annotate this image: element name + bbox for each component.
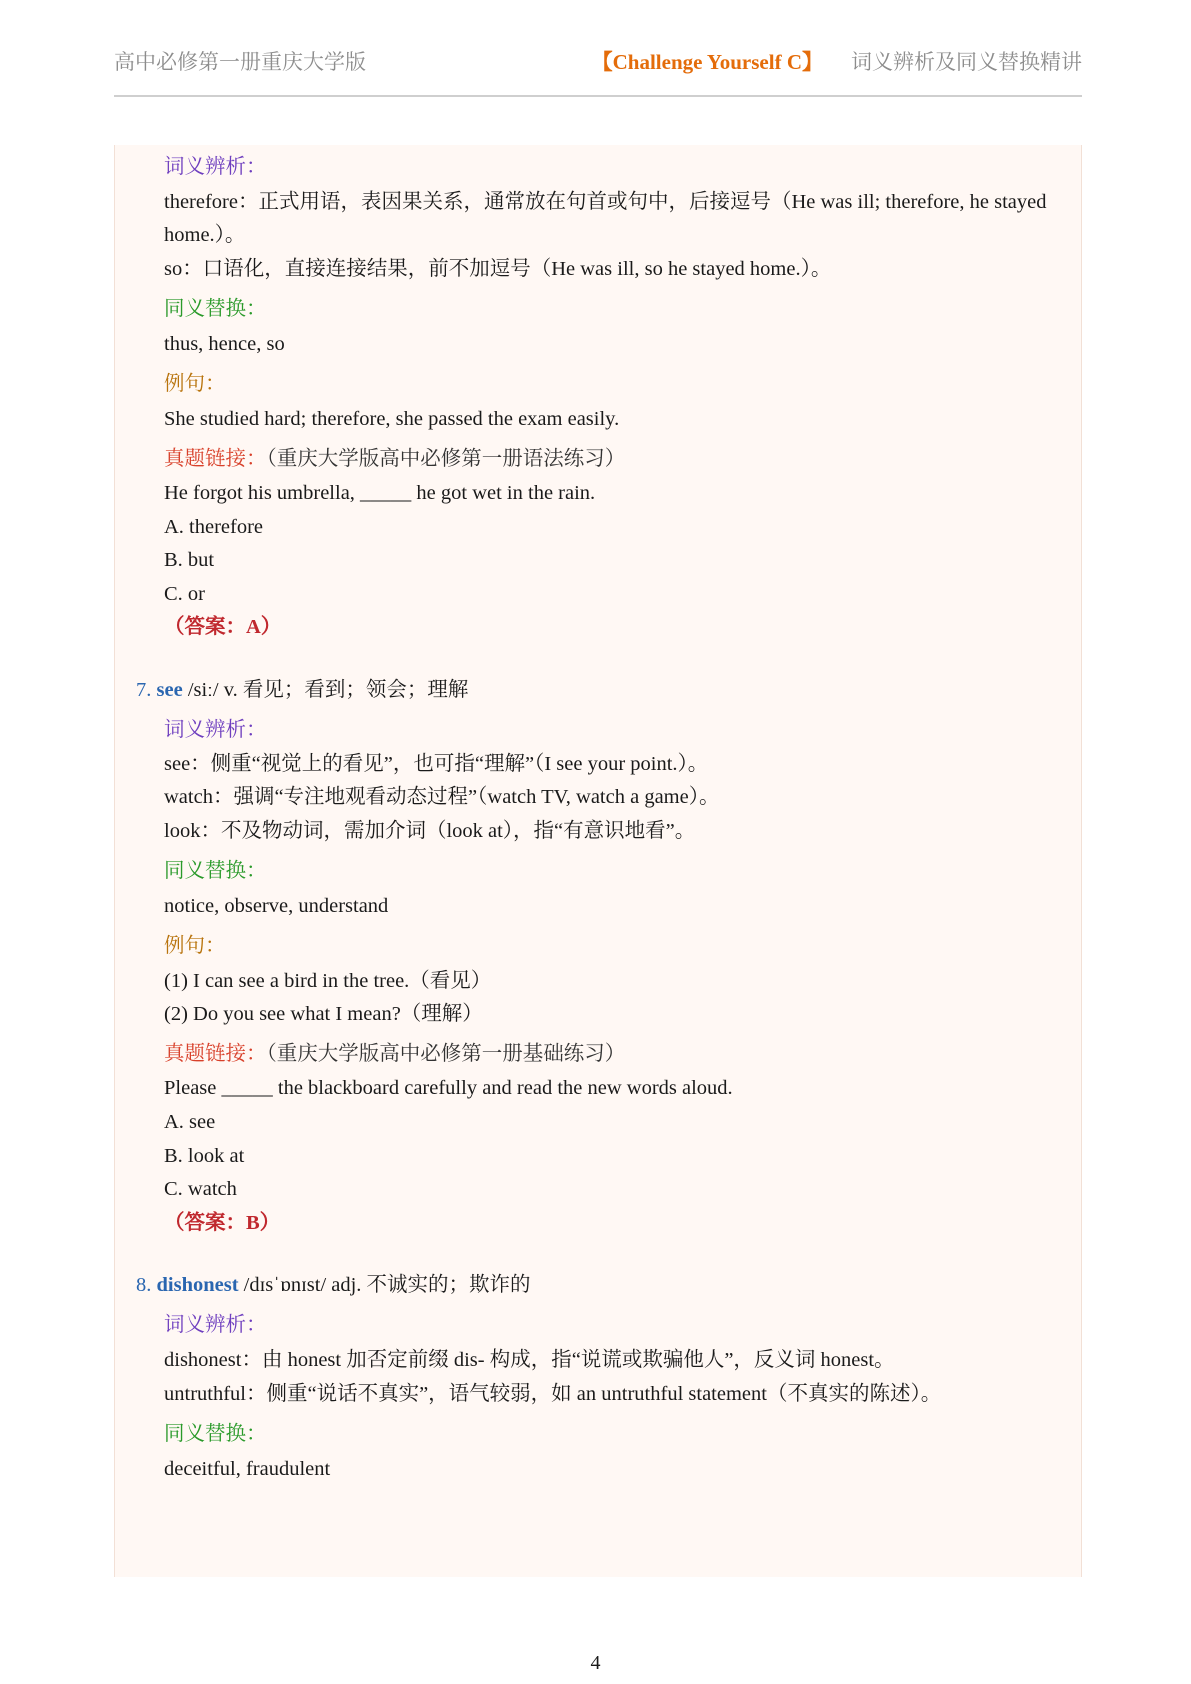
synonym-list: deceitful, fraudulent: [164, 1458, 331, 1480]
analysis-line: so：口语化，直接连接结果，前不加逗号（He was ill, so he stayed home.）。: [164, 258, 832, 280]
exam-option: B. look at: [164, 1145, 245, 1167]
exam-answer: （答案：B）: [164, 1212, 281, 1234]
exam-question: Please _____ the blackboard carefully and read the new words aloud.: [164, 1077, 733, 1099]
exam-label: 真题链接：: [164, 448, 267, 470]
analysis-line: untruthful：侧重“说话不真实”，语气较弱，如 an untruthful statement（不真实的陈述）。: [164, 1383, 942, 1405]
entry-definition: /siː/ v. 看见；看到；领会；理解: [187, 679, 469, 701]
example-sentence: (1) I can see a bird in the tree.（看见）: [164, 970, 492, 992]
entry-word: dishonest: [156, 1274, 239, 1296]
exam-option: A. therefore: [164, 516, 264, 538]
page-header: [114, 46, 1082, 76]
analysis-line: watch：强调“专注地观看动态过程”（watch TV, watch a game）。: [164, 786, 720, 808]
entry-heading: [136, 676, 468, 704]
analysis-line: therefore：正式用语，表因果关系，通常放在句首或句中，后接逗号（He was ill; therefore, he stayed: [164, 191, 1047, 213]
exam-question: He forgot his umbrella, _____ he got wet in the rain.: [164, 482, 596, 504]
header-chapter-title: 词义辨析及同义替换精讲: [851, 50, 1082, 74]
synonym-list: notice, observe, understand: [164, 895, 389, 917]
exam-option: B. but: [164, 549, 215, 571]
exam-label: 真题链接：: [164, 1043, 267, 1065]
header-tag: 【Challenge Yourself C】: [591, 50, 823, 74]
example-sentence: (2) Do you see what I mean?（理解）: [164, 1003, 483, 1025]
analysis-line: look：不及物动词，需加介词（look at），指“有意识地看”。: [164, 820, 696, 842]
entry-number: 8.: [136, 1274, 152, 1296]
analysis-line: dishonest：由 honest 加否定前缀 dis- 构成，指“说谎或欺骗他人”，反义词 honest。: [164, 1349, 895, 1371]
example-sentence: She studied hard; therefore, she passed the exam easily.: [164, 408, 620, 430]
exam-option: C. watch: [164, 1178, 237, 1200]
synonym-label: 同义替换：: [164, 1423, 267, 1445]
exam-link: [164, 1040, 625, 1068]
entry-number: 7.: [136, 679, 152, 701]
analysis-line: see：侧重“视觉上的看见”，也可指“理解”（I see your point.）。: [164, 753, 709, 775]
synonym-label: 同义替换：: [164, 860, 267, 882]
page-number: 4: [590, 1652, 601, 1674]
synonym-label: 同义替换：: [164, 298, 267, 320]
entry-heading: [136, 1271, 531, 1299]
analysis-label: 词义辨析：: [164, 719, 267, 741]
analysis-line: home.）。: [164, 224, 246, 246]
entry-word: see: [156, 679, 183, 701]
header-right: [592, 46, 1082, 76]
exam-option: C. or: [164, 583, 205, 605]
exam-source: （重庆大学版高中必修第一册基础练习）: [266, 1043, 626, 1065]
header-book-title: 高中必修第一册重庆大学版: [114, 50, 366, 74]
exam-source: （重庆大学版高中必修第一册语法练习）: [266, 448, 626, 470]
analysis-label: 词义辨析：: [164, 156, 267, 178]
entry-definition: /dɪsˈɒnɪst/ adj. 不诚实的；欺诈的: [243, 1274, 531, 1296]
example-label: 例句：: [164, 373, 226, 395]
exam-option: A. see: [164, 1111, 216, 1133]
example-label: 例句：: [164, 935, 226, 957]
synonym-list: thus, hence, so: [164, 333, 285, 355]
header-divider: [114, 95, 1082, 97]
analysis-label: 词义辨析：: [164, 1314, 267, 1336]
exam-link: [164, 445, 625, 473]
exam-answer: （答案：A）: [164, 616, 282, 638]
